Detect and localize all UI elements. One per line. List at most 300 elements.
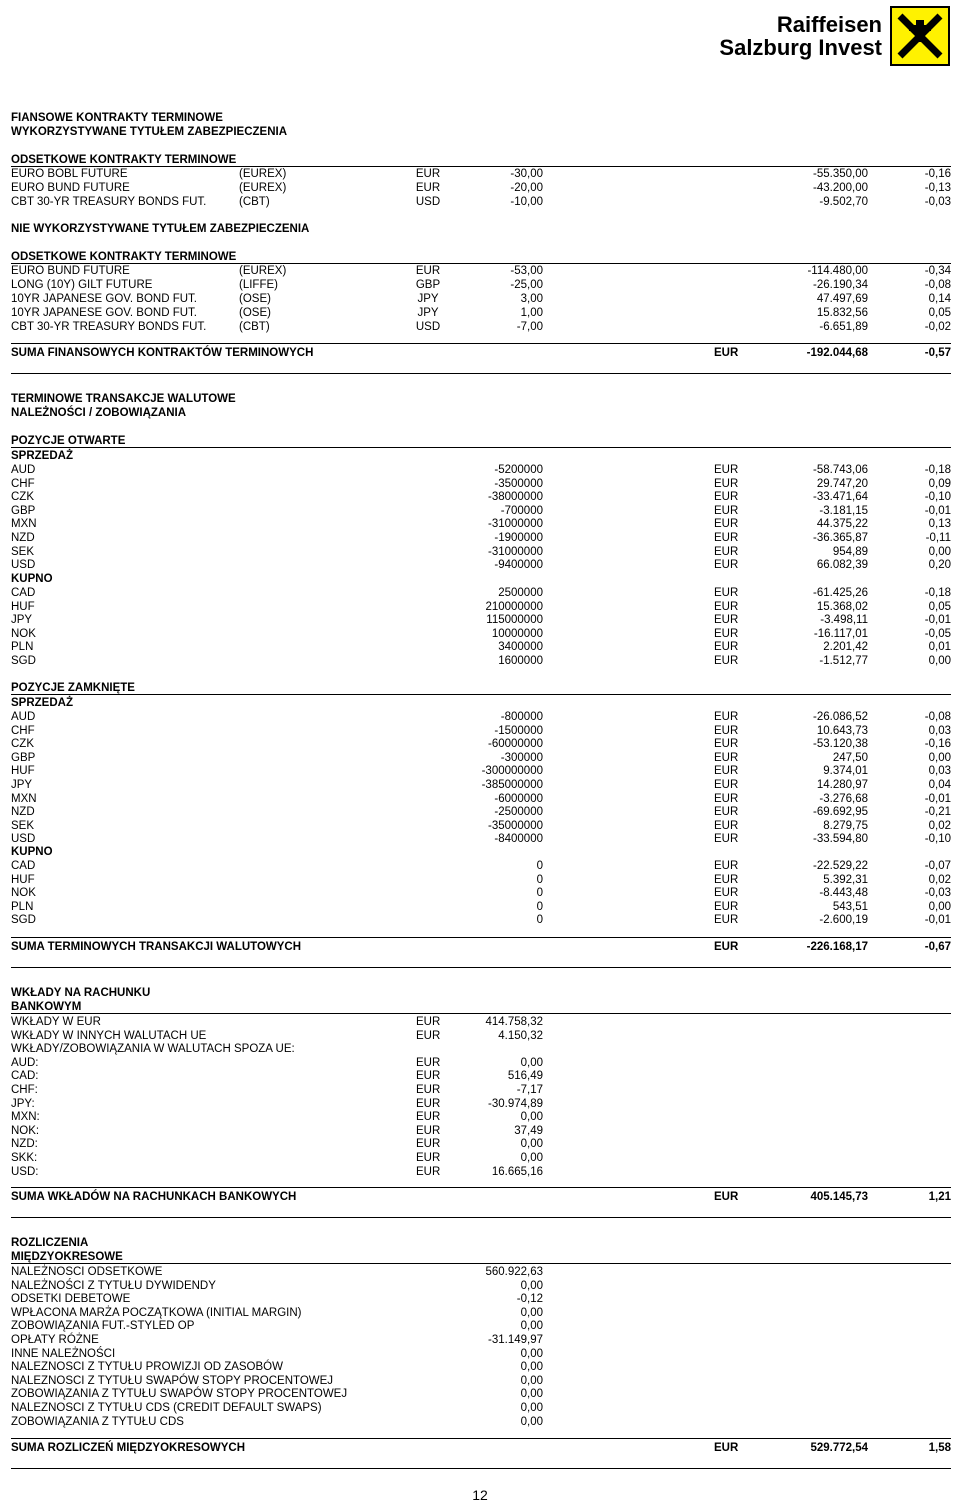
value: 0,00 (520, 1279, 543, 1292)
value: -58.743,06 (813, 464, 868, 476)
heading-text: WYKORZYSTYWANE TYTUŁEM ZABEZPIECZENIA (11, 126, 287, 138)
divider (11, 1438, 951, 1439)
accrual-label: NALEZNOSCI Z TYTUŁU SWAPÓW STOPY PROCENTOWEJ (11, 1374, 334, 1387)
deposit-label: WKŁADY W INNYCH WALUTACH UE (11, 1029, 207, 1042)
section-heading (11, 406, 951, 420)
divider (11, 343, 951, 344)
percent: 0,00 (928, 900, 951, 913)
nominal: -300000 (500, 751, 543, 764)
nominal: -2500000 (494, 806, 543, 819)
divider (11, 1187, 951, 1188)
summary-row (11, 1441, 951, 1455)
nominal: -31000000 (488, 545, 543, 558)
value: 0,00 (520, 1306, 543, 1319)
instrument: EURO BOBL FUTURE (11, 168, 128, 180)
fx-row (11, 751, 951, 765)
fx-row (11, 792, 951, 806)
currency: EUR (714, 518, 739, 531)
nominal: -385000000 (481, 779, 543, 791)
accrual-row (11, 1265, 951, 1279)
currency: EUR (714, 779, 739, 791)
summary-percent: -0,67 (924, 941, 951, 953)
currency: EUR (714, 724, 739, 737)
table-row (11, 195, 951, 209)
deposit-row (11, 1015, 951, 1029)
fx-row (11, 558, 951, 572)
percent: -0,16 (924, 738, 951, 751)
currency-code: AUD (11, 711, 36, 723)
nominal: 0 (536, 860, 543, 872)
percent: 0,05 (928, 307, 951, 319)
currency-code: GBP (11, 751, 36, 764)
heading-text: NIE WYKORZYSTYWANE TYTUŁEM ZABEZPIECZENIA (11, 223, 310, 235)
table-row (11, 181, 951, 195)
value: 0,00 (520, 1361, 543, 1374)
currency: EUR (714, 464, 739, 476)
currency: EUR (416, 1138, 441, 1151)
currency: EUR (714, 900, 739, 913)
currency-code: SGD (11, 914, 36, 927)
company-logo (719, 4, 950, 68)
currency-code: SEK (11, 545, 35, 558)
accrual-row (11, 1387, 951, 1401)
section-heading (11, 111, 951, 125)
value: 560.922,63 (485, 1266, 543, 1278)
accrual-label: ZOBOWIĄZANIA FUT.-STYLED OP (11, 1320, 195, 1333)
value: 44.375,22 (816, 518, 868, 531)
value: -114.480,00 (807, 265, 868, 277)
percent: -0,01 (924, 792, 951, 805)
currency: EUR (714, 532, 739, 544)
quantity: -53,00 (510, 265, 543, 277)
fx-row (11, 724, 951, 738)
nominal: 10000000 (491, 627, 543, 640)
accrual-label: NALEŻNOŚCI Z TYTUŁU DYWIDENDY (11, 1279, 216, 1292)
value: -30.974,89 (488, 1097, 543, 1110)
summary-currency: EUR (714, 347, 739, 359)
fx-row (11, 545, 951, 559)
accrual-label: ZOBOWIĄZANIA Z TYTUŁU SWAPÓW STOPY PROCENTOWEJ (11, 1388, 348, 1401)
section-heading (11, 1250, 951, 1264)
exchange: (EUREX) (239, 182, 287, 194)
summary-percent: 1,21 (928, 1191, 951, 1203)
currency-code: PLN (11, 900, 34, 913)
value: 8.279,75 (823, 819, 868, 832)
nominal: 1600000 (498, 655, 543, 667)
heading-text: FIANSOWE KONTRAKTY TERMINOWE (11, 112, 223, 124)
value: 15.368,02 (816, 600, 868, 613)
currency-code: MXN (11, 792, 37, 805)
currency-code: SGD (11, 655, 36, 667)
deposit-label: CAD: (11, 1070, 39, 1083)
currency: EUR (714, 614, 739, 627)
subheading (11, 153, 951, 167)
deposit-row (11, 1069, 951, 1083)
deposit-row (11, 1097, 951, 1111)
value: -1.512,77 (819, 655, 868, 667)
currency-code: NOK (11, 627, 36, 640)
nominal: -9400000 (494, 559, 543, 572)
accrual-label: NALEZNOSCI Z TYTUŁU CDS (CREDIT DEFAULT SWAPS) (11, 1402, 322, 1414)
logo-wordmark (719, 13, 882, 59)
exchange: (EUREX) (239, 168, 287, 180)
currency: EUR (714, 559, 739, 572)
percent: -0,02 (924, 321, 951, 333)
quantity: -20,00 (510, 182, 543, 194)
percent: -0,01 (924, 504, 951, 517)
value: -61.425,26 (813, 587, 868, 599)
summary-currency: EUR (714, 1191, 739, 1203)
summary-label: SUMA FINANSOWYCH KONTRAKTÓW TERMINOWYCH (11, 347, 314, 359)
deposit-label: USD: (11, 1165, 39, 1178)
value: -36.365,87 (813, 532, 868, 544)
accrual-label: ZOBOWIĄZANIA Z TYTUŁU CDS (11, 1415, 184, 1428)
nominal: 0 (536, 887, 543, 900)
page-number: 12 (472, 1487, 488, 1503)
currency: EUR (415, 182, 441, 194)
percent: -0,01 (924, 614, 951, 627)
currency: EUR (714, 641, 739, 654)
fx-row (11, 517, 951, 531)
fx-row (11, 900, 951, 914)
nominal: -8400000 (494, 833, 543, 846)
deposit-label: JPY: (11, 1097, 35, 1110)
value: 0,00 (520, 1374, 543, 1387)
logo-line1: Raiffeisen (776, 12, 882, 37)
accrual-row (11, 1306, 951, 1320)
nominal: -60000000 (488, 738, 543, 751)
value: 0,00 (520, 1388, 543, 1401)
exchange: (EUREX) (239, 265, 287, 277)
heading-text: ODSETKOWE KONTRAKTY TERMINOWE (11, 251, 237, 263)
heading-text: NALEŻNOŚCI / ZOBOWIĄZANIA (11, 407, 187, 419)
value: 9.374,01 (823, 765, 868, 778)
currency: EUR (714, 711, 739, 723)
currency: EUR (714, 819, 739, 832)
subheading (11, 572, 951, 586)
summary-row (11, 346, 951, 360)
value: -26.190,34 (813, 279, 868, 291)
heading-text: BANKOWYM (11, 1001, 82, 1013)
deposit-label: MXN: (11, 1111, 40, 1124)
fx-row (11, 627, 951, 641)
deposit-row (11, 1042, 951, 1056)
summary-label: SUMA WKŁADÓW NA RACHUNKACH BANKOWYCH (11, 1191, 297, 1203)
deposit-row (11, 1083, 951, 1097)
nominal: -1500000 (494, 724, 543, 737)
divider (11, 694, 951, 695)
currency: EUR (714, 806, 739, 819)
value: -33.594,80 (813, 833, 868, 846)
currency: EUR (714, 873, 739, 886)
section-heading (11, 392, 951, 406)
currency-code: JPY (11, 614, 33, 627)
currency: EUR (714, 765, 739, 778)
value: -43.200,00 (813, 182, 868, 194)
percent: 0,14 (928, 293, 951, 305)
summary-row (11, 1190, 951, 1204)
nominal: 3400000 (498, 641, 543, 654)
instrument: EURO BUND FUTURE (11, 182, 130, 194)
percent: -0,07 (924, 860, 951, 872)
exchange: (CBT) (239, 321, 270, 333)
deposit-label: WKŁADY/ZOBOWIĄZANIA W WALUTACH SPOZA UE: (11, 1043, 295, 1056)
value: 0,00 (520, 1111, 543, 1124)
percent: -0,05 (924, 627, 951, 640)
percent: 0,00 (928, 751, 951, 764)
value: -9.502,70 (819, 196, 868, 208)
value: -7,17 (516, 1084, 543, 1096)
exchange: (CBT) (239, 196, 270, 208)
accrual-label: ODSETKI DEBETOWE (11, 1293, 131, 1306)
table-row (11, 278, 951, 292)
fx-row (11, 586, 951, 600)
instrument: 10YR JAPANESE GOV. BOND FUT. (11, 293, 197, 305)
currency: EUR (416, 1056, 441, 1069)
currency-code: CHF (11, 477, 35, 490)
value: -16.117,01 (813, 627, 868, 640)
currency-code: PLN (11, 641, 34, 654)
currency: EUR (416, 1084, 441, 1096)
currency-code: GBP (11, 504, 36, 517)
nominal: -6000000 (494, 792, 543, 805)
quantity: -30,00 (510, 168, 543, 180)
percent: 0,02 (928, 819, 951, 832)
percent: 0,09 (928, 477, 951, 490)
nominal: 0 (536, 914, 543, 927)
summary-currency: EUR (714, 1442, 739, 1454)
value: 0,00 (520, 1320, 543, 1333)
divider (11, 1013, 951, 1014)
heading-text: ROZLICZENIA (11, 1237, 89, 1249)
table-row (11, 292, 951, 306)
currency-code: USD (11, 833, 36, 846)
percent: -0,18 (924, 464, 951, 476)
subheading (11, 696, 951, 710)
percent: 0,04 (928, 779, 951, 791)
currency: EUR (416, 1029, 441, 1042)
percent: -0,10 (924, 833, 951, 846)
divider (11, 1217, 951, 1218)
currency-code: CHF (11, 724, 35, 737)
nominal: -1900000 (494, 532, 543, 544)
percent: -0,11 (925, 532, 951, 544)
deposit-label: WKŁADY W EUR (11, 1016, 101, 1028)
currency-code: CAD (11, 860, 36, 872)
divider (11, 1468, 951, 1469)
currency-code: USD (11, 559, 36, 572)
section-heading (11, 986, 951, 1000)
accrual-row (11, 1415, 951, 1429)
heading-text: KUPNO (11, 573, 53, 585)
subheading (11, 434, 951, 448)
accrual-row (11, 1374, 951, 1388)
accrual-row (11, 1401, 951, 1415)
currency: EUR (415, 168, 441, 180)
currency: EUR (416, 1165, 441, 1178)
exchange: (LIFFE) (239, 279, 278, 291)
value: -6.651,89 (819, 321, 868, 333)
quantity: -25,00 (510, 279, 543, 291)
fx-row (11, 463, 951, 477)
deposit-label: NOK: (11, 1124, 40, 1137)
nominal: -35000000 (488, 819, 543, 832)
logo-line2: Salzburg Invest (719, 35, 882, 60)
value: -22.529,22 (813, 860, 868, 872)
percent: 0,01 (928, 641, 951, 654)
summary-label: SUMA ROZLICZEŃ MIĘDZYOKRESOWYCH (11, 1442, 246, 1454)
deposit-label: AUD: (11, 1056, 39, 1069)
nominal: -800000 (500, 711, 543, 723)
percent: 0,13 (928, 518, 951, 531)
percent: -0,10 (924, 491, 951, 504)
currency-code: CZK (11, 738, 34, 751)
currency: EUR (714, 738, 739, 751)
summary-percent: 1,58 (928, 1442, 951, 1454)
heading-text: SPRZEDAŻ (11, 450, 73, 462)
fx-row (11, 654, 951, 668)
section-heading (11, 125, 951, 139)
fx-row (11, 886, 951, 900)
section-heading (11, 1236, 951, 1250)
summary-value: 405.145,73 (810, 1191, 868, 1203)
subheading (11, 845, 951, 859)
value: -8.443,48 (819, 887, 868, 900)
section-heading (11, 222, 951, 236)
subheading (11, 250, 951, 264)
heading-text: POZYCJE OTWARTE (11, 435, 126, 447)
currency: EUR (714, 655, 739, 667)
percent: -0,03 (924, 196, 951, 208)
currency-code: MXN (11, 518, 37, 531)
percent: -0,01 (924, 914, 951, 927)
nominal: -5200000 (494, 464, 543, 476)
fx-row (11, 764, 951, 778)
instrument: EURO BUND FUTURE (11, 265, 130, 277)
currency-code: HUF (11, 765, 35, 778)
value: 954,89 (832, 545, 868, 558)
value: 16.665,16 (491, 1165, 543, 1178)
currency: EUR (714, 914, 739, 927)
percent: -0,13 (924, 182, 951, 194)
value: 0,00 (520, 1347, 543, 1360)
table-row (11, 306, 951, 320)
currency: EUR (416, 1124, 441, 1137)
currency: EUR (714, 751, 739, 764)
instrument: CBT 30-YR TREASURY BONDS FUT. (11, 321, 207, 333)
deposit-row (11, 1137, 951, 1151)
value: 0,00 (520, 1152, 543, 1164)
percent: 0,03 (928, 724, 951, 737)
nominal: 2500000 (498, 587, 543, 599)
value: -26.086,52 (813, 711, 868, 723)
value: -0,12 (516, 1293, 543, 1306)
nominal: 0 (536, 873, 543, 886)
value: 0,00 (520, 1138, 543, 1151)
fx-row (11, 913, 951, 927)
value: -3.181,15 (819, 504, 868, 517)
table-row (11, 264, 951, 278)
deposit-label: CHF: (11, 1084, 38, 1096)
percent: 0,20 (928, 559, 951, 572)
currency-code: CAD (11, 587, 36, 599)
value: 29.747,20 (816, 477, 868, 490)
currency-code: SEK (11, 819, 35, 832)
value: 0,00 (520, 1402, 543, 1414)
currency: JPY (417, 293, 439, 305)
instrument: 10YR JAPANESE GOV. BOND FUT. (11, 307, 197, 319)
currency: EUR (714, 491, 739, 504)
heading-text: SPRZEDAŻ (11, 697, 73, 709)
percent: -0,34 (924, 265, 951, 277)
accrual-label: WPŁACONA MARŻA POCZĄTKOWA (INITIAL MARGIN) (11, 1306, 302, 1319)
fx-row (11, 490, 951, 504)
table-row (11, 167, 951, 181)
percent: -0,03 (924, 887, 951, 900)
percent: -0,08 (924, 711, 951, 723)
currency: EUR (714, 627, 739, 640)
accrual-row (11, 1333, 951, 1347)
deposit-row (11, 1056, 951, 1070)
value: 15.832,56 (816, 307, 868, 319)
fx-row (11, 477, 951, 491)
divider (11, 937, 951, 938)
percent: -0,16 (924, 168, 951, 180)
heading-text: MIĘDZYOKRESOWE (11, 1251, 123, 1263)
table-row (11, 320, 951, 334)
value: -31.149,97 (488, 1334, 543, 1346)
value: 2.201,42 (823, 641, 868, 654)
section-heading (11, 1000, 951, 1014)
deposit-row (11, 1124, 951, 1138)
instrument: LONG (10Y) GILT FUTURE (11, 279, 153, 291)
value: 66.082,39 (816, 559, 868, 572)
currency: EUR (416, 1152, 441, 1164)
nominal: -38000000 (488, 491, 543, 504)
value: -3.276,68 (819, 792, 868, 805)
divider (11, 373, 951, 374)
currency: EUR (714, 504, 739, 517)
nominal: -700000 (500, 504, 543, 517)
accrual-row (11, 1279, 951, 1293)
currency: EUR (714, 600, 739, 613)
value: 414.758,32 (485, 1016, 543, 1028)
deposit-row (11, 1029, 951, 1043)
currency-code: NZD (11, 532, 35, 544)
fx-row (11, 805, 951, 819)
fx-row (11, 859, 951, 873)
deposit-label: SKK: (11, 1152, 38, 1164)
deposit-label: NZD: (11, 1138, 38, 1151)
fx-row (11, 613, 951, 627)
exchange: (OSE) (239, 307, 271, 319)
quantity: -10,00 (510, 196, 543, 208)
nominal: -3500000 (494, 477, 543, 490)
currency: EUR (714, 833, 739, 846)
currency-code: AUD (11, 464, 36, 476)
value: -69.692,95 (813, 806, 868, 819)
accrual-label: INNE NALEŻNOŚCI (11, 1347, 116, 1360)
heading-text: ODSETKOWE KONTRAKTY TERMINOWE (11, 154, 237, 166)
nominal: 210000000 (485, 600, 543, 613)
currency: EUR (416, 1070, 441, 1083)
currency: EUR (714, 887, 739, 900)
subheading (11, 681, 951, 695)
value: 0,00 (520, 1056, 543, 1069)
value: -33.471,64 (813, 491, 868, 504)
summary-currency: EUR (714, 941, 739, 953)
accrual-row (11, 1319, 951, 1333)
